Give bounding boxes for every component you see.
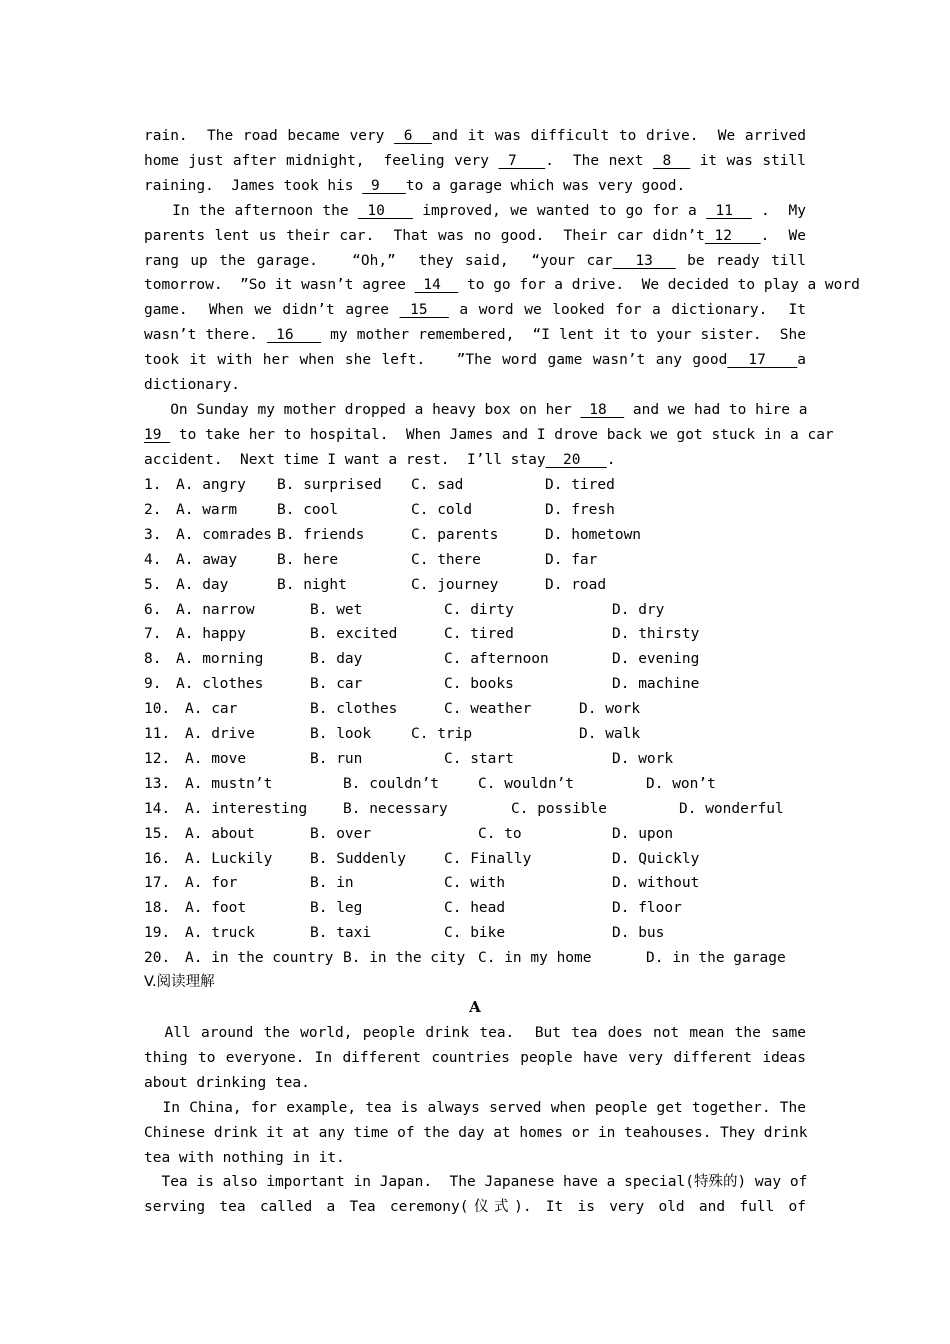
blank-number: 7	[498, 152, 546, 169]
option-c: C. sad	[411, 477, 464, 493]
option-b: B. wet	[310, 601, 363, 618]
option-number: 16.	[144, 850, 171, 867]
option-a: A. about	[185, 825, 255, 842]
passage-text: improved, we wanted to go for a	[412, 202, 707, 219]
option-a: A. move	[185, 750, 247, 767]
option-d: D. tired	[545, 477, 615, 493]
option-a: A. angry	[176, 477, 246, 493]
option-a: A. mustn’t	[185, 775, 273, 792]
option-number: 18.	[144, 900, 171, 917]
option-b: B. Suddenly	[310, 850, 407, 867]
option-d: D. bus	[612, 925, 665, 942]
blank-number: 11	[706, 202, 752, 219]
reading-line: Tea is also important in Japan. The Japanese have a special(特殊的) way of	[144, 1174, 808, 1191]
option-d: D. machine	[612, 676, 700, 693]
passage-text: to a garage which was very good.	[405, 177, 686, 194]
passage-line	[144, 323, 806, 348]
passage-text: home just after midnight, feeling very	[144, 152, 499, 169]
option-c: C. bike	[444, 925, 506, 942]
passage-line	[144, 273, 860, 298]
option-b: B. surprised	[277, 477, 382, 493]
option-c: C. dirty	[444, 601, 514, 618]
passage-text: On Sunday my mother dropped a heavy box on her	[144, 401, 581, 418]
option-a: A. car	[185, 701, 238, 718]
passage-text: dictionary.	[144, 377, 241, 393]
blank-number: 10	[357, 202, 413, 219]
option-d: D. without	[612, 875, 700, 892]
blank-number: 9	[362, 177, 406, 194]
passage-line	[144, 199, 806, 224]
option-c: C. trip	[411, 726, 473, 742]
passage-text: . My	[751, 202, 806, 219]
passage-text: In the afternoon the	[144, 202, 358, 219]
option-a: A. Luckily	[185, 850, 273, 867]
passage-text: game. When we didn’t agree	[144, 302, 400, 319]
option-a: A. warm	[176, 501, 238, 518]
passage-text: . We	[760, 227, 806, 244]
blank-number: 14	[414, 277, 459, 294]
option-b: B. in the city	[343, 950, 466, 967]
passage-line	[144, 124, 806, 149]
option-b: B. necessary	[343, 800, 448, 817]
option-d: D. wonderful	[679, 800, 784, 817]
option-number: 14.	[144, 800, 171, 817]
option-a: A. morning	[176, 651, 264, 668]
option-a: A. clothes	[176, 676, 264, 693]
option-d: D. work	[612, 750, 674, 767]
blank-number: 15	[399, 302, 449, 319]
option-number: 6.	[144, 601, 162, 618]
option-a: A. happy	[176, 626, 246, 643]
passage-text: be ready till	[675, 252, 806, 269]
option-d: D. road	[545, 576, 607, 593]
passage-text: wasn’t there.	[144, 327, 268, 344]
section-heading: V.阅读理解	[144, 974, 215, 990]
option-a: A. comrades	[176, 526, 273, 543]
passage-text: rang up the garage. “Oh,” they said, “your car	[144, 252, 613, 269]
option-number: 3.	[144, 526, 162, 543]
option-a: A. narrow	[176, 601, 255, 618]
passage-line	[144, 423, 834, 448]
option-number: 5.	[144, 576, 162, 593]
option-b: B. leg	[310, 900, 363, 917]
option-d: D. floor	[612, 900, 682, 917]
option-d: D. Quickly	[612, 850, 700, 867]
option-number: 13.	[144, 775, 171, 792]
option-number: 7.	[144, 626, 162, 643]
option-b: B. look	[310, 726, 372, 742]
passage-text: raining. James took his	[144, 177, 363, 194]
option-c: C. to	[478, 825, 522, 842]
option-number: 8.	[144, 651, 162, 668]
option-c: C. there	[411, 551, 481, 568]
option-a: A. for	[185, 875, 238, 892]
passage-text: it was still	[690, 152, 806, 169]
option-b: B. here	[277, 551, 339, 568]
blank-number: 16	[267, 327, 322, 344]
option-b: B. day	[310, 651, 363, 668]
option-number: 15.	[144, 825, 171, 842]
option-b: B. excited	[310, 626, 398, 643]
passage-line	[144, 448, 806, 473]
reading-line: In China, for example, tea is always served when people get together. The	[144, 1099, 806, 1116]
option-b: B. taxi	[310, 925, 372, 942]
option-d: D. thirsty	[612, 626, 700, 643]
option-c: C. afternoon	[444, 651, 549, 668]
option-b: B. run	[310, 750, 363, 767]
passage-text: to go for a drive. We decided to play a word	[458, 277, 860, 294]
passage-text: accident. Next time I want a rest. I’ll stay	[144, 451, 546, 468]
reading-line: serving tea called a Tea ceremony(仪式). It is very old and full of	[144, 1199, 806, 1216]
reading-line: tea with nothing in it.	[144, 1149, 345, 1166]
option-number: 17.	[144, 875, 171, 892]
option-number: 19.	[144, 925, 171, 942]
blank-number: 17	[727, 352, 798, 369]
blank-number: 6	[394, 128, 432, 144]
option-c: C. possible	[511, 800, 608, 817]
option-a: A. drive	[185, 726, 255, 742]
option-c: C. cold	[411, 501, 473, 518]
option-a: A. away	[176, 551, 238, 568]
option-a: A. foot	[185, 900, 247, 917]
blank-number: 19	[144, 426, 171, 443]
option-b: B. over	[310, 825, 372, 842]
option-b: B. in	[310, 875, 354, 892]
option-d: D. won’t	[646, 775, 716, 792]
reading-line: about drinking tea.	[144, 1074, 310, 1091]
option-number: 2.	[144, 501, 162, 518]
option-c: C. head	[444, 900, 506, 917]
option-a: A. day	[176, 576, 229, 593]
option-number: 1.	[144, 477, 162, 493]
blank-number: 13	[612, 252, 676, 269]
option-c: C. wouldn’t	[478, 775, 575, 792]
passage-text: took it with her when she left. ”The word game wasn’t any good	[144, 352, 728, 369]
passage-text: .	[606, 451, 616, 468]
option-b: B. night	[277, 576, 347, 593]
blank-number: 18	[580, 401, 625, 418]
passage-line	[144, 224, 806, 249]
blank-number: 12	[704, 227, 761, 244]
option-number: 10.	[144, 701, 171, 718]
passage-text: to take her to hospital. When James and I drove back we got stuck in a car	[170, 426, 834, 443]
option-d: D. upon	[612, 825, 674, 842]
option-d: D. hometown	[545, 526, 642, 543]
option-a: A. truck	[185, 925, 255, 942]
blank-number: 8	[653, 152, 691, 169]
option-c: C. parents	[411, 526, 499, 543]
option-c: C. books	[444, 676, 514, 693]
passage-text: a word we looked for a dictionary. It	[448, 302, 807, 319]
option-d: D. dry	[612, 601, 665, 618]
reading-line: All around the world, people drink tea. But tea does not mean the same	[144, 1025, 806, 1041]
option-c: C. in my home	[478, 950, 592, 967]
reading-line: Chinese drink it at any time of the day at homes or in teahouses. They drink	[144, 1124, 808, 1141]
option-c: C. start	[444, 750, 514, 767]
option-c: C. with	[444, 875, 506, 892]
passage-text: my mother remembered, “I lent it to your sister. She	[321, 327, 807, 344]
option-d: D. work	[579, 701, 641, 718]
passage-line	[144, 373, 806, 398]
option-number: 11.	[144, 726, 171, 742]
option-number: 12.	[144, 750, 171, 767]
reading-line: thing to everyone. In different countries people have very different ideas	[144, 1049, 806, 1066]
passage-letter: A	[469, 998, 481, 1016]
option-d: D. far	[545, 551, 598, 568]
passage-line	[144, 149, 806, 174]
option-b: B. couldn’t	[343, 775, 440, 792]
passage-text: a	[797, 352, 807, 369]
option-b: B. cool	[277, 501, 339, 518]
option-d: D. walk	[579, 726, 641, 742]
option-number: 9.	[144, 676, 162, 693]
passage-line	[144, 298, 806, 323]
passage-line	[144, 174, 806, 199]
option-d: D. in the garage	[646, 950, 786, 967]
passage-line	[144, 249, 806, 274]
option-b: B. clothes	[310, 701, 398, 718]
passage-text: tomorrow. ”So it wasn’t agree	[144, 277, 415, 294]
option-number: 20.	[144, 950, 171, 967]
option-a: A. in the country	[185, 950, 334, 967]
option-d: D. evening	[612, 651, 700, 668]
option-c: C. tired	[444, 626, 514, 643]
passage-line	[144, 398, 806, 423]
passage-text: rain. The road became very	[144, 128, 395, 144]
option-c: C. Finally	[444, 850, 532, 867]
option-b: B. car	[310, 676, 363, 693]
option-c: C. weather	[444, 701, 532, 718]
option-b: B. friends	[277, 526, 365, 543]
blank-number: 20	[545, 451, 607, 468]
option-c: C. journey	[411, 576, 499, 593]
passage-line	[144, 348, 806, 373]
option-a: A. interesting	[185, 800, 308, 817]
passage-text: . The next	[545, 152, 653, 169]
option-number: 4.	[144, 551, 162, 568]
passage-text: parents lent us their car. That was no good. Their car didn’t	[144, 227, 705, 244]
passage-text: and it was difficult to drive. We arrived	[431, 128, 806, 144]
option-d: D. fresh	[545, 501, 615, 518]
passage-text: and we had to hire a	[624, 401, 808, 418]
